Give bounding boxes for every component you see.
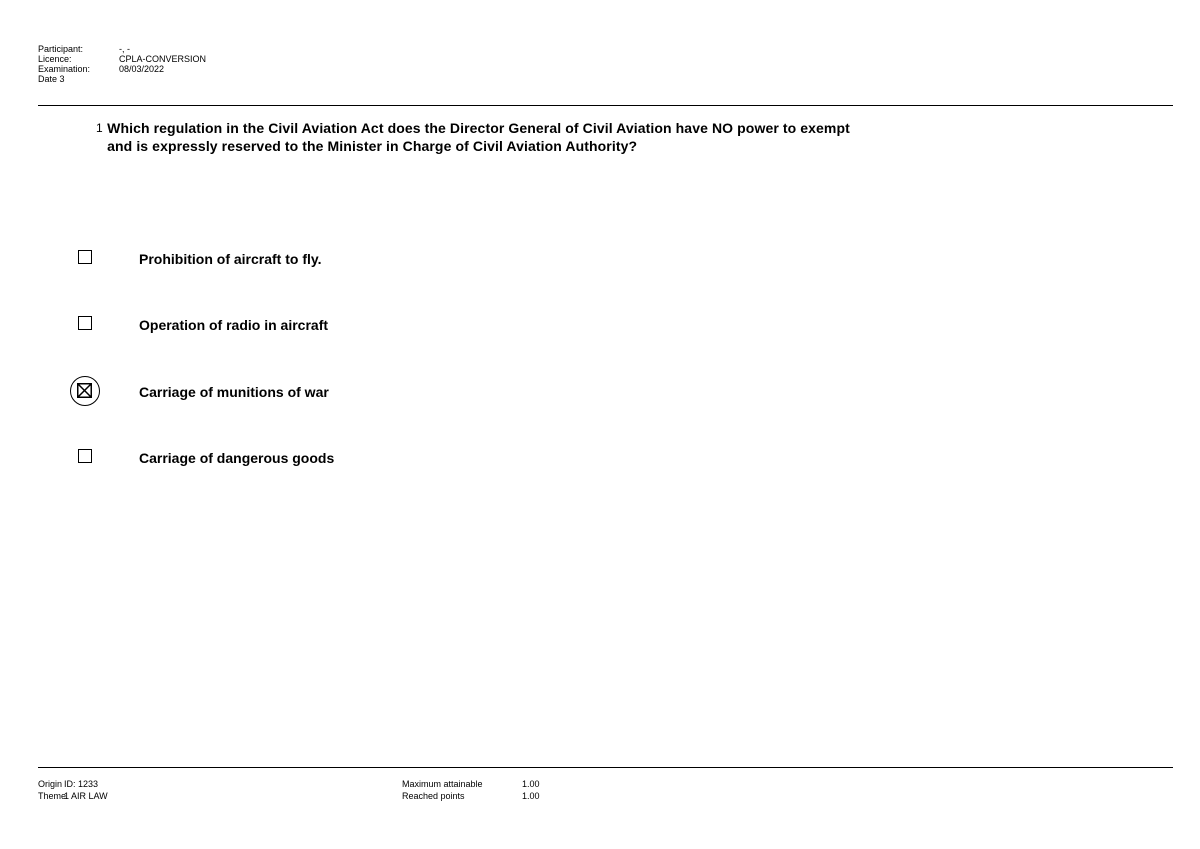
empty-checkbox-icon xyxy=(78,250,92,264)
reached-points-row xyxy=(402,790,540,802)
question-number: 1 xyxy=(96,121,103,135)
participant-label: Participant: xyxy=(38,44,84,54)
origin-value: ID: 1233 xyxy=(64,779,99,789)
question xyxy=(96,119,856,155)
empty-checkbox-icon xyxy=(78,316,92,330)
footer-points xyxy=(402,778,540,802)
reached-points-label: Reached points xyxy=(402,791,465,801)
answer-option-2[interactable] xyxy=(64,306,328,344)
header-divider xyxy=(38,105,1173,106)
theme-row xyxy=(38,790,108,802)
licence-label: Licence: xyxy=(38,54,72,64)
examination-value: 08/03/2022 xyxy=(119,64,165,74)
reached-points-value: 1.00 xyxy=(522,791,540,801)
answer-label-3: Carriage of munitions of war xyxy=(139,384,329,400)
crossed-checkbox-icon xyxy=(77,383,92,398)
max-points-value: 1.00 xyxy=(522,779,540,789)
footer-divider xyxy=(38,767,1173,768)
date-row xyxy=(38,74,206,84)
answer-option-1[interactable] xyxy=(64,240,322,278)
date-label: Date 3 xyxy=(38,74,65,84)
answer-option-3[interactable] xyxy=(64,373,329,411)
origin-row xyxy=(38,778,108,790)
theme-label: Theme xyxy=(38,791,67,801)
licence-value: CPLA-CONVERSION xyxy=(119,54,207,64)
answer-label-2: Operation of radio in aircraft xyxy=(139,317,329,333)
answer-checkbox-2[interactable] xyxy=(64,306,108,344)
examination-row xyxy=(38,64,206,74)
answer-checkbox-1[interactable] xyxy=(64,240,108,278)
origin-label: Origin xyxy=(38,779,63,789)
answer-option-4[interactable] xyxy=(64,439,334,477)
exam-header xyxy=(38,44,206,84)
footer-origin-theme xyxy=(38,778,108,802)
selected-answer-circle-icon xyxy=(70,376,100,406)
participant-value: -, - xyxy=(119,44,130,54)
empty-checkbox-icon xyxy=(78,449,92,463)
max-points-label: Maximum attainable xyxy=(402,779,483,789)
question-text: Which regulation in the Civil Aviation Act does the Director General of Civil Aviation have NO power to exempt and is expressly reserved to the Minister in Charge of Civil Aviation Authority? xyxy=(107,120,850,154)
answer-checkbox-3[interactable] xyxy=(64,373,108,411)
licence-row xyxy=(38,54,206,64)
answer-label-4: Carriage of dangerous goods xyxy=(139,450,335,466)
answer-checkbox-4[interactable] xyxy=(64,439,108,477)
participant-row xyxy=(38,44,206,54)
answer-label-1: Prohibition of aircraft to fly. xyxy=(139,251,322,267)
examination-label: Examination: xyxy=(38,64,91,74)
theme-value: 1 AIR LAW xyxy=(64,791,108,801)
max-points-row xyxy=(402,778,540,790)
